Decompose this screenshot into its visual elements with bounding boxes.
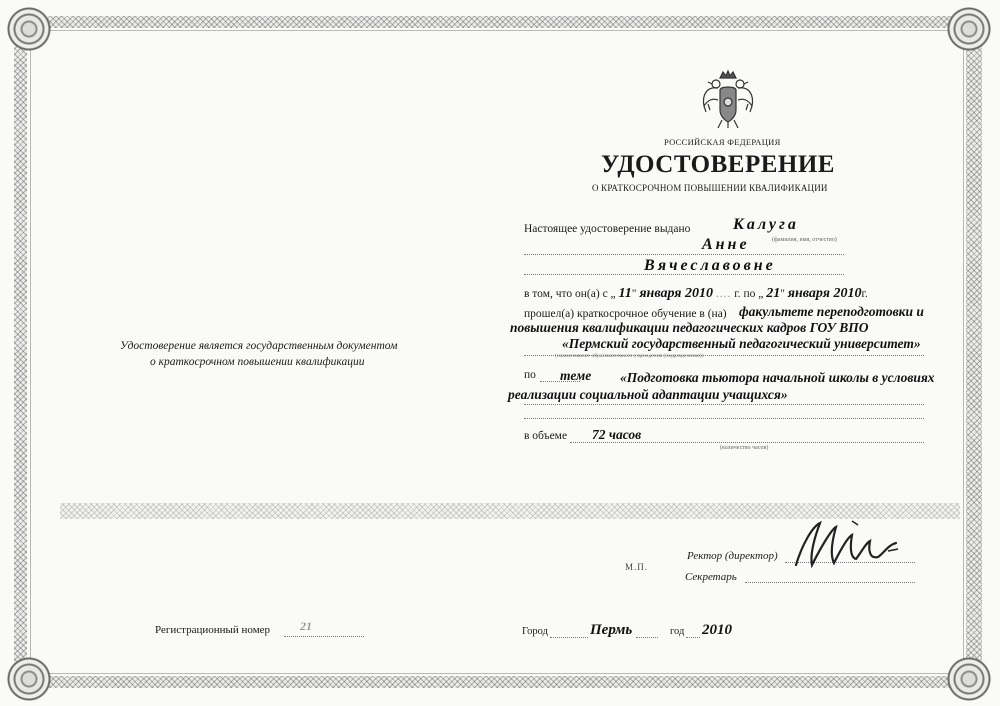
double-headed-eagle-emblem-icon	[698, 68, 758, 132]
period-to-day: 21	[766, 286, 781, 301]
certificate-subtitle: О КРАТКОСРОЧНОМ ПОВЫШЕНИИ КВАЛИФИКАЦИИ	[592, 183, 828, 193]
topic-line1: «Подготовка тьютора начальной школы в условиях	[620, 370, 935, 385]
secretary-label: Секретарь	[685, 571, 737, 583]
topic-word: теме	[560, 368, 592, 383]
city-value: Пермь	[590, 622, 633, 638]
registration-number-line	[284, 636, 364, 637]
corner-rosette-icon	[946, 6, 992, 52]
corner-rosette-icon	[6, 6, 52, 52]
inner-frame-line	[30, 30, 964, 674]
institution-line2: повышения квалификации педагогических кадров ГОУ ВПО	[510, 320, 869, 335]
recipient-patronymic: Вячеславовне	[644, 257, 776, 274]
corner-rosette-icon	[946, 656, 992, 702]
city-dots-after	[636, 637, 658, 638]
topic-line2: реализации социальной адаптации учащихся»	[508, 387, 788, 402]
ornamental-border-top	[22, 16, 978, 28]
institution-caption: (наименование образовательного учреждения (подразделения))	[555, 353, 704, 359]
registration-number-value: 21	[300, 619, 312, 633]
federation-label: РОССИЙСКАЯ ФЕДЕРАЦИЯ	[664, 137, 781, 147]
stamp-place-label: М.П.	[625, 562, 649, 572]
period-open-quote: „	[758, 288, 764, 300]
training-period-row: в том, что он(а) с „ 11" января 2010 .... г. по „ 21" января 2010г.	[524, 286, 868, 301]
hours-line	[570, 442, 924, 443]
year-value: 2010	[702, 622, 732, 638]
period-open-quote: „	[610, 288, 616, 300]
recipient-name: Анне	[702, 236, 750, 253]
recipient-surname: Калуга	[733, 216, 799, 233]
period-from-day: 11	[618, 286, 632, 301]
rector-signature-icon	[792, 515, 902, 573]
ornamental-border-bottom	[22, 676, 978, 688]
year-label: год	[670, 626, 685, 637]
certificate-title: УДОСТОВЕРЕНИЕ	[601, 151, 835, 178]
corner-rosette-icon	[6, 656, 52, 702]
period-prefix: в том, что он(а) с	[524, 288, 608, 300]
issued-to-label: Настоящее удостоверение выдано	[524, 223, 691, 235]
period-close-quote: "	[780, 288, 785, 300]
city-dots	[550, 637, 588, 638]
topic-line	[524, 404, 924, 405]
volume-label: в объеме	[524, 430, 568, 442]
period-from-month-year: января 2010	[639, 286, 714, 301]
recipient-caption: (фамилия, имя, отчество)	[772, 237, 837, 243]
recipient-line-2	[524, 254, 844, 255]
secretary-signature-line	[745, 582, 915, 583]
period-to-month-year: января 2010	[787, 286, 862, 301]
year-dots	[686, 637, 700, 638]
rector-label: Ректор (директор)	[687, 550, 778, 562]
ornamental-border-left	[14, 22, 27, 682]
registration-number-label: Регистрационный номер	[155, 624, 271, 636]
hours-caption: (количество часов)	[720, 445, 769, 451]
state-document-statement-line2: о краткосрочном повышении квалификации	[150, 356, 365, 368]
institution-line1: факультете переподготовки и	[739, 304, 924, 319]
institution-line3: «Пермский государственный педагогический университет»	[562, 336, 921, 351]
ornamental-border-right	[966, 22, 982, 682]
topic-line-extra	[524, 418, 924, 419]
passed-training-label: прошел(а) краткосрочное обучение в (на)	[524, 308, 727, 320]
period-to-label: по	[743, 288, 756, 300]
city-label: Город	[522, 626, 548, 637]
state-document-statement-line1: Удостоверение является государственным документом	[120, 340, 398, 352]
period-close-quote: "	[631, 288, 637, 300]
period-year-suffix: г.	[734, 288, 741, 300]
hours-value: 72 часов	[592, 427, 642, 442]
period-year-suffix: г.	[861, 288, 868, 300]
topic-by-label: по	[524, 369, 536, 381]
